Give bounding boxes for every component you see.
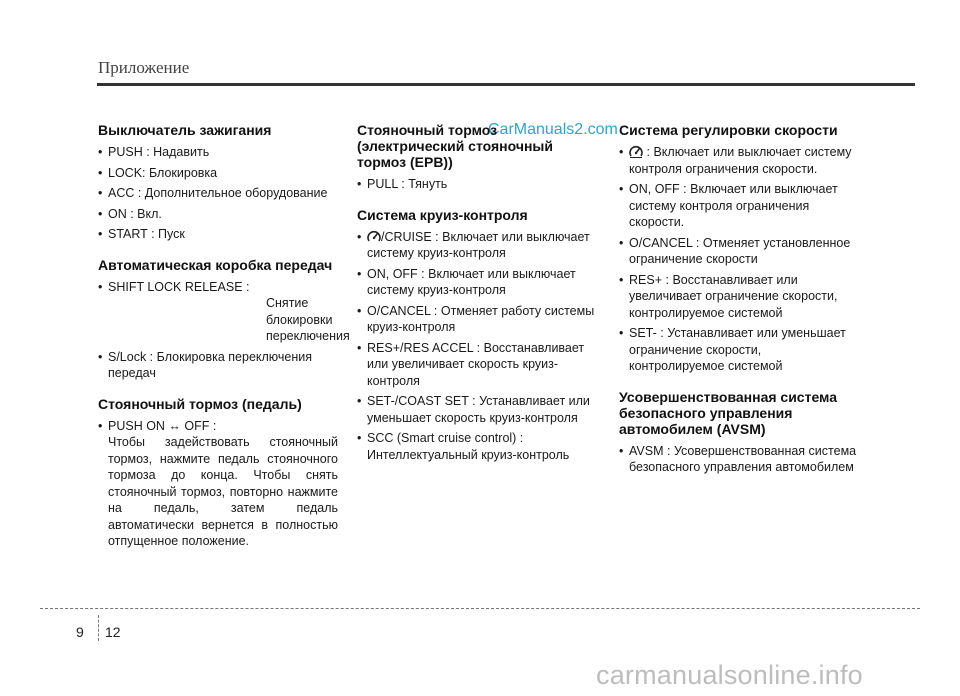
list-item: • PUSH : Надавить bbox=[98, 144, 338, 161]
list-item bbox=[619, 443, 859, 476]
list-item bbox=[98, 349, 338, 382]
item-term: SET-/COAST SET : bbox=[367, 394, 476, 408]
column-3 bbox=[619, 122, 859, 480]
heading-gearbox: Автоматическая коробка передач bbox=[98, 256, 333, 273]
epb-list bbox=[357, 176, 597, 193]
item-def: Чтобы задействовать стояночный тормоз, нажмите педаль стояночного тормоза до конца. Чтобы снять стояночный тормоз, повторно нажмите на педаль, затем педаль автоматически вернется в полностью отпущенное положение. bbox=[108, 435, 338, 548]
header-rule bbox=[97, 83, 915, 86]
item-term: RES+/RES ACCEL : bbox=[367, 340, 481, 355]
list-item: • START : Пуск bbox=[98, 226, 338, 243]
watermark-top: CarManuals2.com bbox=[488, 121, 618, 138]
speed-limit-list bbox=[619, 144, 859, 375]
item-def: Восстанавливает или увеличивает ограничение скорости, контролируемое системой bbox=[629, 272, 838, 320]
heading-speed-limit: Система регулировки скорости bbox=[619, 122, 838, 138]
list-item bbox=[619, 325, 859, 375]
list-item bbox=[357, 430, 597, 463]
cruise-icon bbox=[367, 230, 381, 243]
item-def: Отменяет установленное ограничение скорости bbox=[629, 235, 851, 266]
item-def: Включает или выключает систему круиз-контроля bbox=[367, 229, 590, 260]
list-item bbox=[619, 181, 859, 231]
heading-epb: Стояночный тормоз (электрический стояночный тормоз (EPB)) bbox=[357, 122, 553, 170]
list-item bbox=[357, 303, 597, 336]
item-def: Устанавливает или уменьшает ограничение скорости, контролируемое системой bbox=[629, 326, 846, 373]
item-term: S/Lock : bbox=[108, 349, 154, 364]
page-separator bbox=[98, 615, 99, 641]
item-def: Отменяет работу системы круиз-контроля bbox=[367, 303, 595, 334]
item-term: O/CANCEL : bbox=[367, 303, 438, 318]
list-item: • ON : Вкл. bbox=[98, 206, 338, 223]
list-item: • ACC : Дополнительное оборудование bbox=[98, 185, 338, 202]
item-term: SHIFT LOCK RELEASE : bbox=[108, 279, 250, 294]
item-term: PUSH ON ↔ OFF : bbox=[108, 418, 217, 433]
heading-ignition: Выключатель зажигания bbox=[98, 122, 272, 138]
list-item bbox=[619, 144, 859, 177]
ignition-list bbox=[98, 144, 338, 243]
section-title: Приложение bbox=[98, 58, 190, 77]
list-item bbox=[98, 279, 350, 345]
watermark-bottom: carmanualsonline.info bbox=[596, 660, 863, 690]
item-def: Усовершенствованная система безопасного управления автомобилем bbox=[629, 443, 857, 474]
chapter-number: 9 bbox=[76, 624, 84, 640]
parking-pedal-list bbox=[98, 418, 338, 550]
heading-parking-pedal: Стояночный тормоз (педаль) bbox=[98, 395, 302, 412]
list-item bbox=[98, 418, 338, 550]
gearbox-list bbox=[98, 279, 350, 382]
heading-avsm: Усовершенствованная система безопасного управления автомобилем (AVSM) bbox=[619, 388, 838, 437]
list-item bbox=[357, 393, 597, 426]
item-term: RES+ : bbox=[629, 272, 669, 287]
column-2 bbox=[357, 122, 597, 467]
item-def: Интеллектуальный круиз-контроль bbox=[367, 447, 570, 462]
list-item bbox=[357, 229, 597, 262]
item-term: ON, OFF : bbox=[629, 182, 687, 196]
list-item: • LOCK: Блокировка bbox=[98, 165, 338, 182]
list-item: • PULL : Тянуть bbox=[357, 176, 597, 193]
item-term: : bbox=[646, 145, 650, 159]
item-term: /CRUISE : bbox=[381, 229, 439, 244]
list-item bbox=[357, 266, 597, 299]
item-def: Блокировка переключения передач bbox=[108, 349, 313, 380]
item-def: Включает или выключает систему круиз-контроля bbox=[367, 266, 576, 297]
item-term: AVSM : bbox=[629, 443, 671, 458]
item-def: Снятие блокировки переключения bbox=[266, 296, 350, 343]
item-term: ON, OFF : bbox=[367, 266, 425, 281]
item-term: SCC (Smart cruise control) : bbox=[367, 431, 524, 445]
item-def: Восстанавливает или увеличивает скорость круиз-контроля bbox=[367, 340, 585, 388]
item-term: O/CANCEL : bbox=[629, 235, 700, 250]
column-1 bbox=[98, 122, 350, 554]
list-item bbox=[357, 340, 597, 390]
item-term: SET- : bbox=[629, 326, 664, 340]
avsm-list bbox=[619, 443, 859, 476]
list-item bbox=[619, 272, 859, 322]
item-def: Включает или выключает систему контроля ограничения скорости. bbox=[629, 145, 852, 176]
list-item bbox=[619, 235, 859, 268]
item-def: Устанавливает или уменьшает скорость круиз-контроля bbox=[367, 394, 590, 425]
page-number: 12 bbox=[105, 624, 121, 640]
speed-limiter-icon bbox=[629, 145, 643, 158]
footer-rule bbox=[40, 608, 920, 609]
item-def: Включает или выключает систему контроля ограничения скорости. bbox=[629, 182, 838, 229]
heading-cruise: Система круиз-контроля bbox=[357, 206, 528, 223]
cruise-list bbox=[357, 229, 597, 464]
